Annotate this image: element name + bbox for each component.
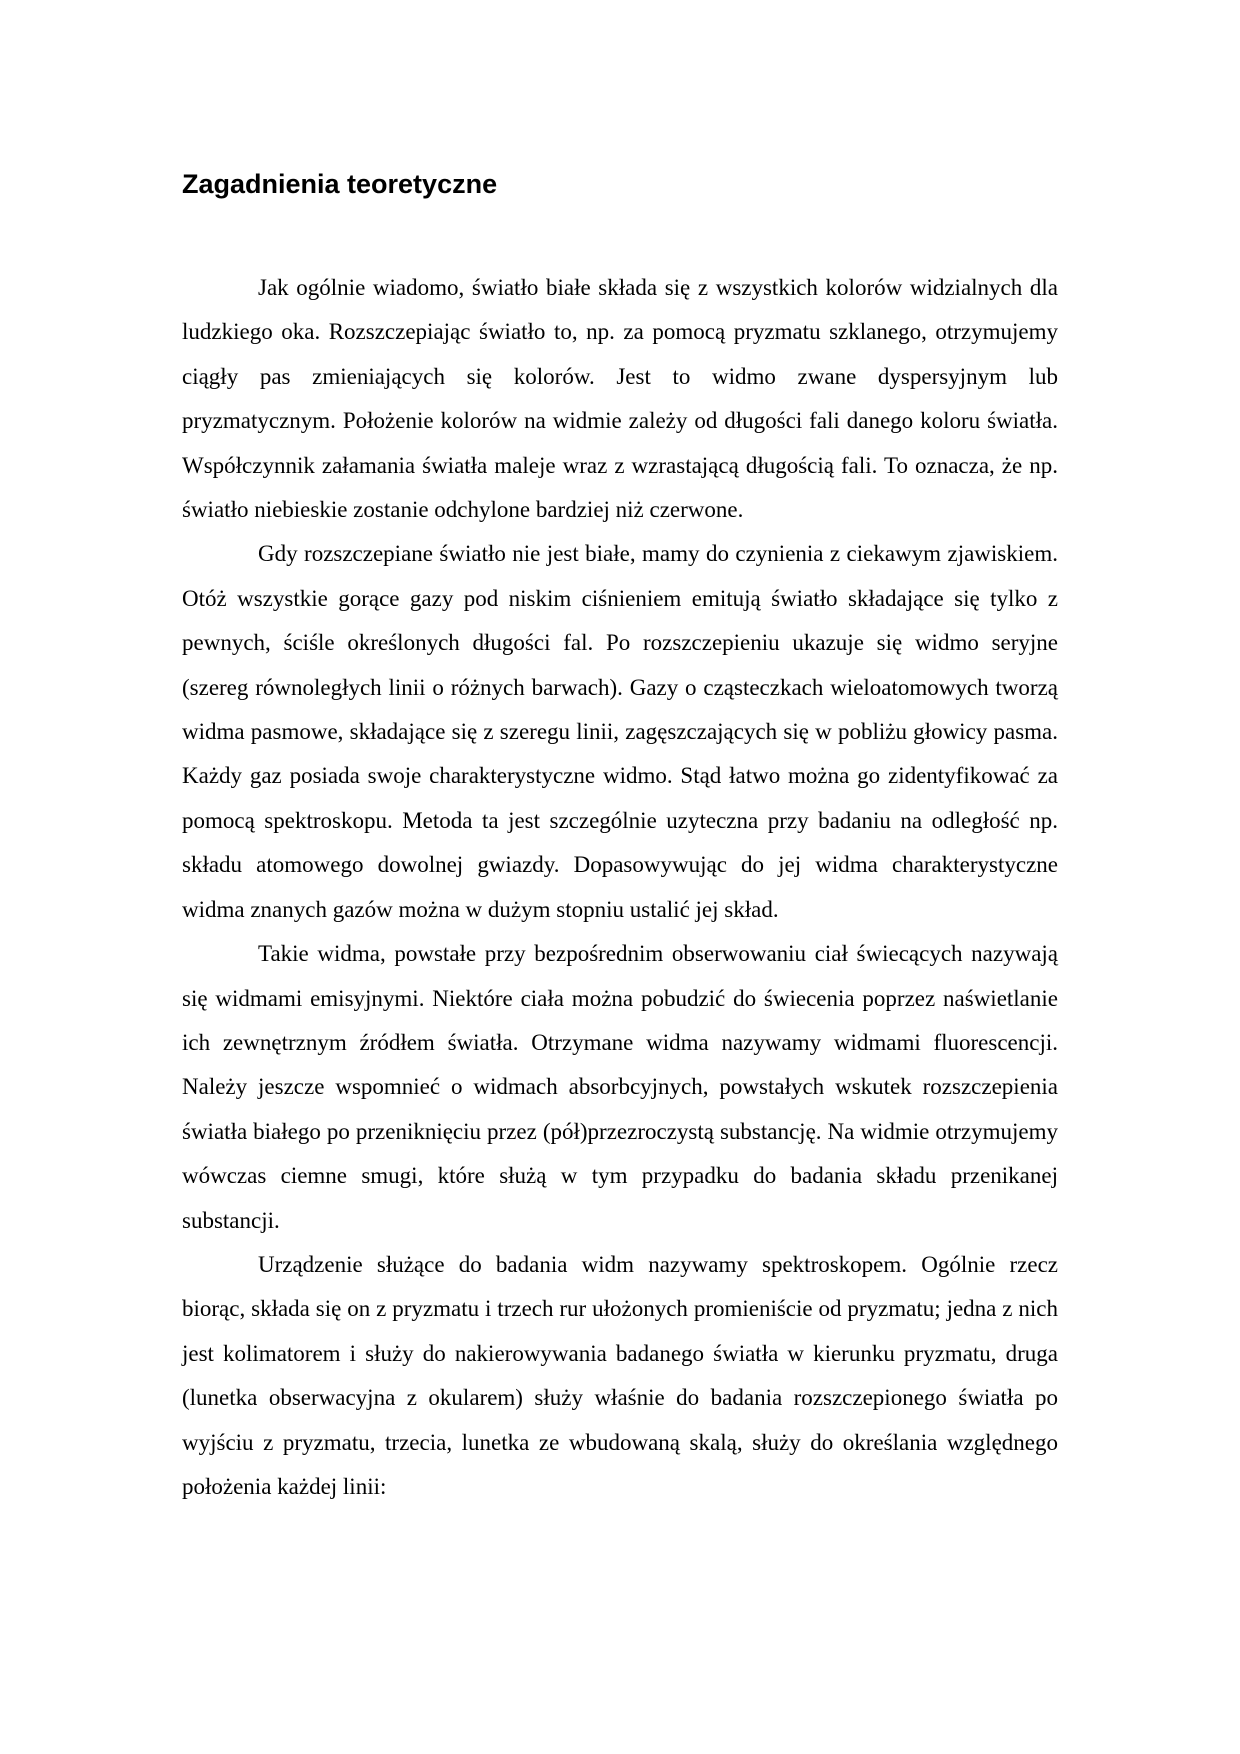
paragraph-gas-spectra: Gdy rozszczepiane światło nie jest białe, mamy do czynienia z ciekawym zjawiskiem. Otóż wszystkie gorące gazy pod niskim ciśnieniem emitują światło składające się tylko z pewnych, ściśle określonych długości fal. Po rozszczepieniu ukazuje się widmo seryjne (szereg równoległych linii o różnych barwach). Gazy o cząsteczkach wieloatomowych tworzą widma pasmowe, składające się z szeregu linii, zagęszczających się w pobliżu głowicy pasma. Każdy gaz posiada swoje charakterystyczne widmo. Stąd łatwo można go zidentyfikować za pomocą spektroskopu. Metoda ta jest szczególnie uzyteczna przy badaniu na odległość np. składu atomowego dowolnej gwiazdy. Dopasowywując do jej widma charakterystyczne widma znanych gazów można w dużym stopniu ustalić jej skład.: [182, 541, 1058, 922]
section-heading: Zagadnienia teoretyczne: [182, 169, 498, 199]
body-text: [182, 266, 1058, 1509]
paragraph-white-light: Jak ogólnie wiadomo, światło białe składa się z wszystkich kolorów widzialnych dla ludzkiego oka. Rozszczepiając światło to, np. za pomocą pryzmatu szklanego, otrzymujemy ciągły pas zmieniających się kolorów. Jest to widmo zwane dyspersyjnym lub pryzmatycznym. Położenie kolorów na widmie zależy od długości fali danego koloru światła. Współczynnik załamania światła maleje wraz z wzrastającą długością fali. To oznacza, że np. światło niebieskie zostanie odchylone bardziej niż czerwone.: [182, 275, 1058, 523]
paragraph-spectroscope: Urządzenie służące do badania widm nazywamy spektroskopem. Ogólnie rzecz biorąc, składa się on z pryzmatu i trzech rur ułożonych promieniście od pryzmatu; jedna z nich jest kolimatorem i służy do nakierowywania badanego światła w kierunku pryzmatu, druga (lunetka obserwacyjna z okularem) służy właśnie do badania rozszczepionego światła po wyjściu z pryzmatu, trzecia, lunetka ze wbudowaną skalą, służy do określania względnego położenia każdej linii:: [182, 1251, 1058, 1499]
paragraph-emission-spectra: Takie widma, powstałe przy bezpośrednim obserwowaniu ciał świecących nazywają się widmami emisyjnymi. Niektóre ciała można pobudzić do świecenia poprzez naświetlanie ich zewnętrznym źródłem światła. Otrzymane widma nazywamy widmami fluorescencji. Należy jeszcze wspomnieć o widmach absorbcyjnych, powstałych wskutek rozszczepienia światła białego po przeniknięciu przez (pół)przezroczystą substancję. Na widmie otrzymujemy wówczas ciemne smugi, które służą w tym przypadku do badania składu przenikanej substancji.: [182, 941, 1058, 1233]
